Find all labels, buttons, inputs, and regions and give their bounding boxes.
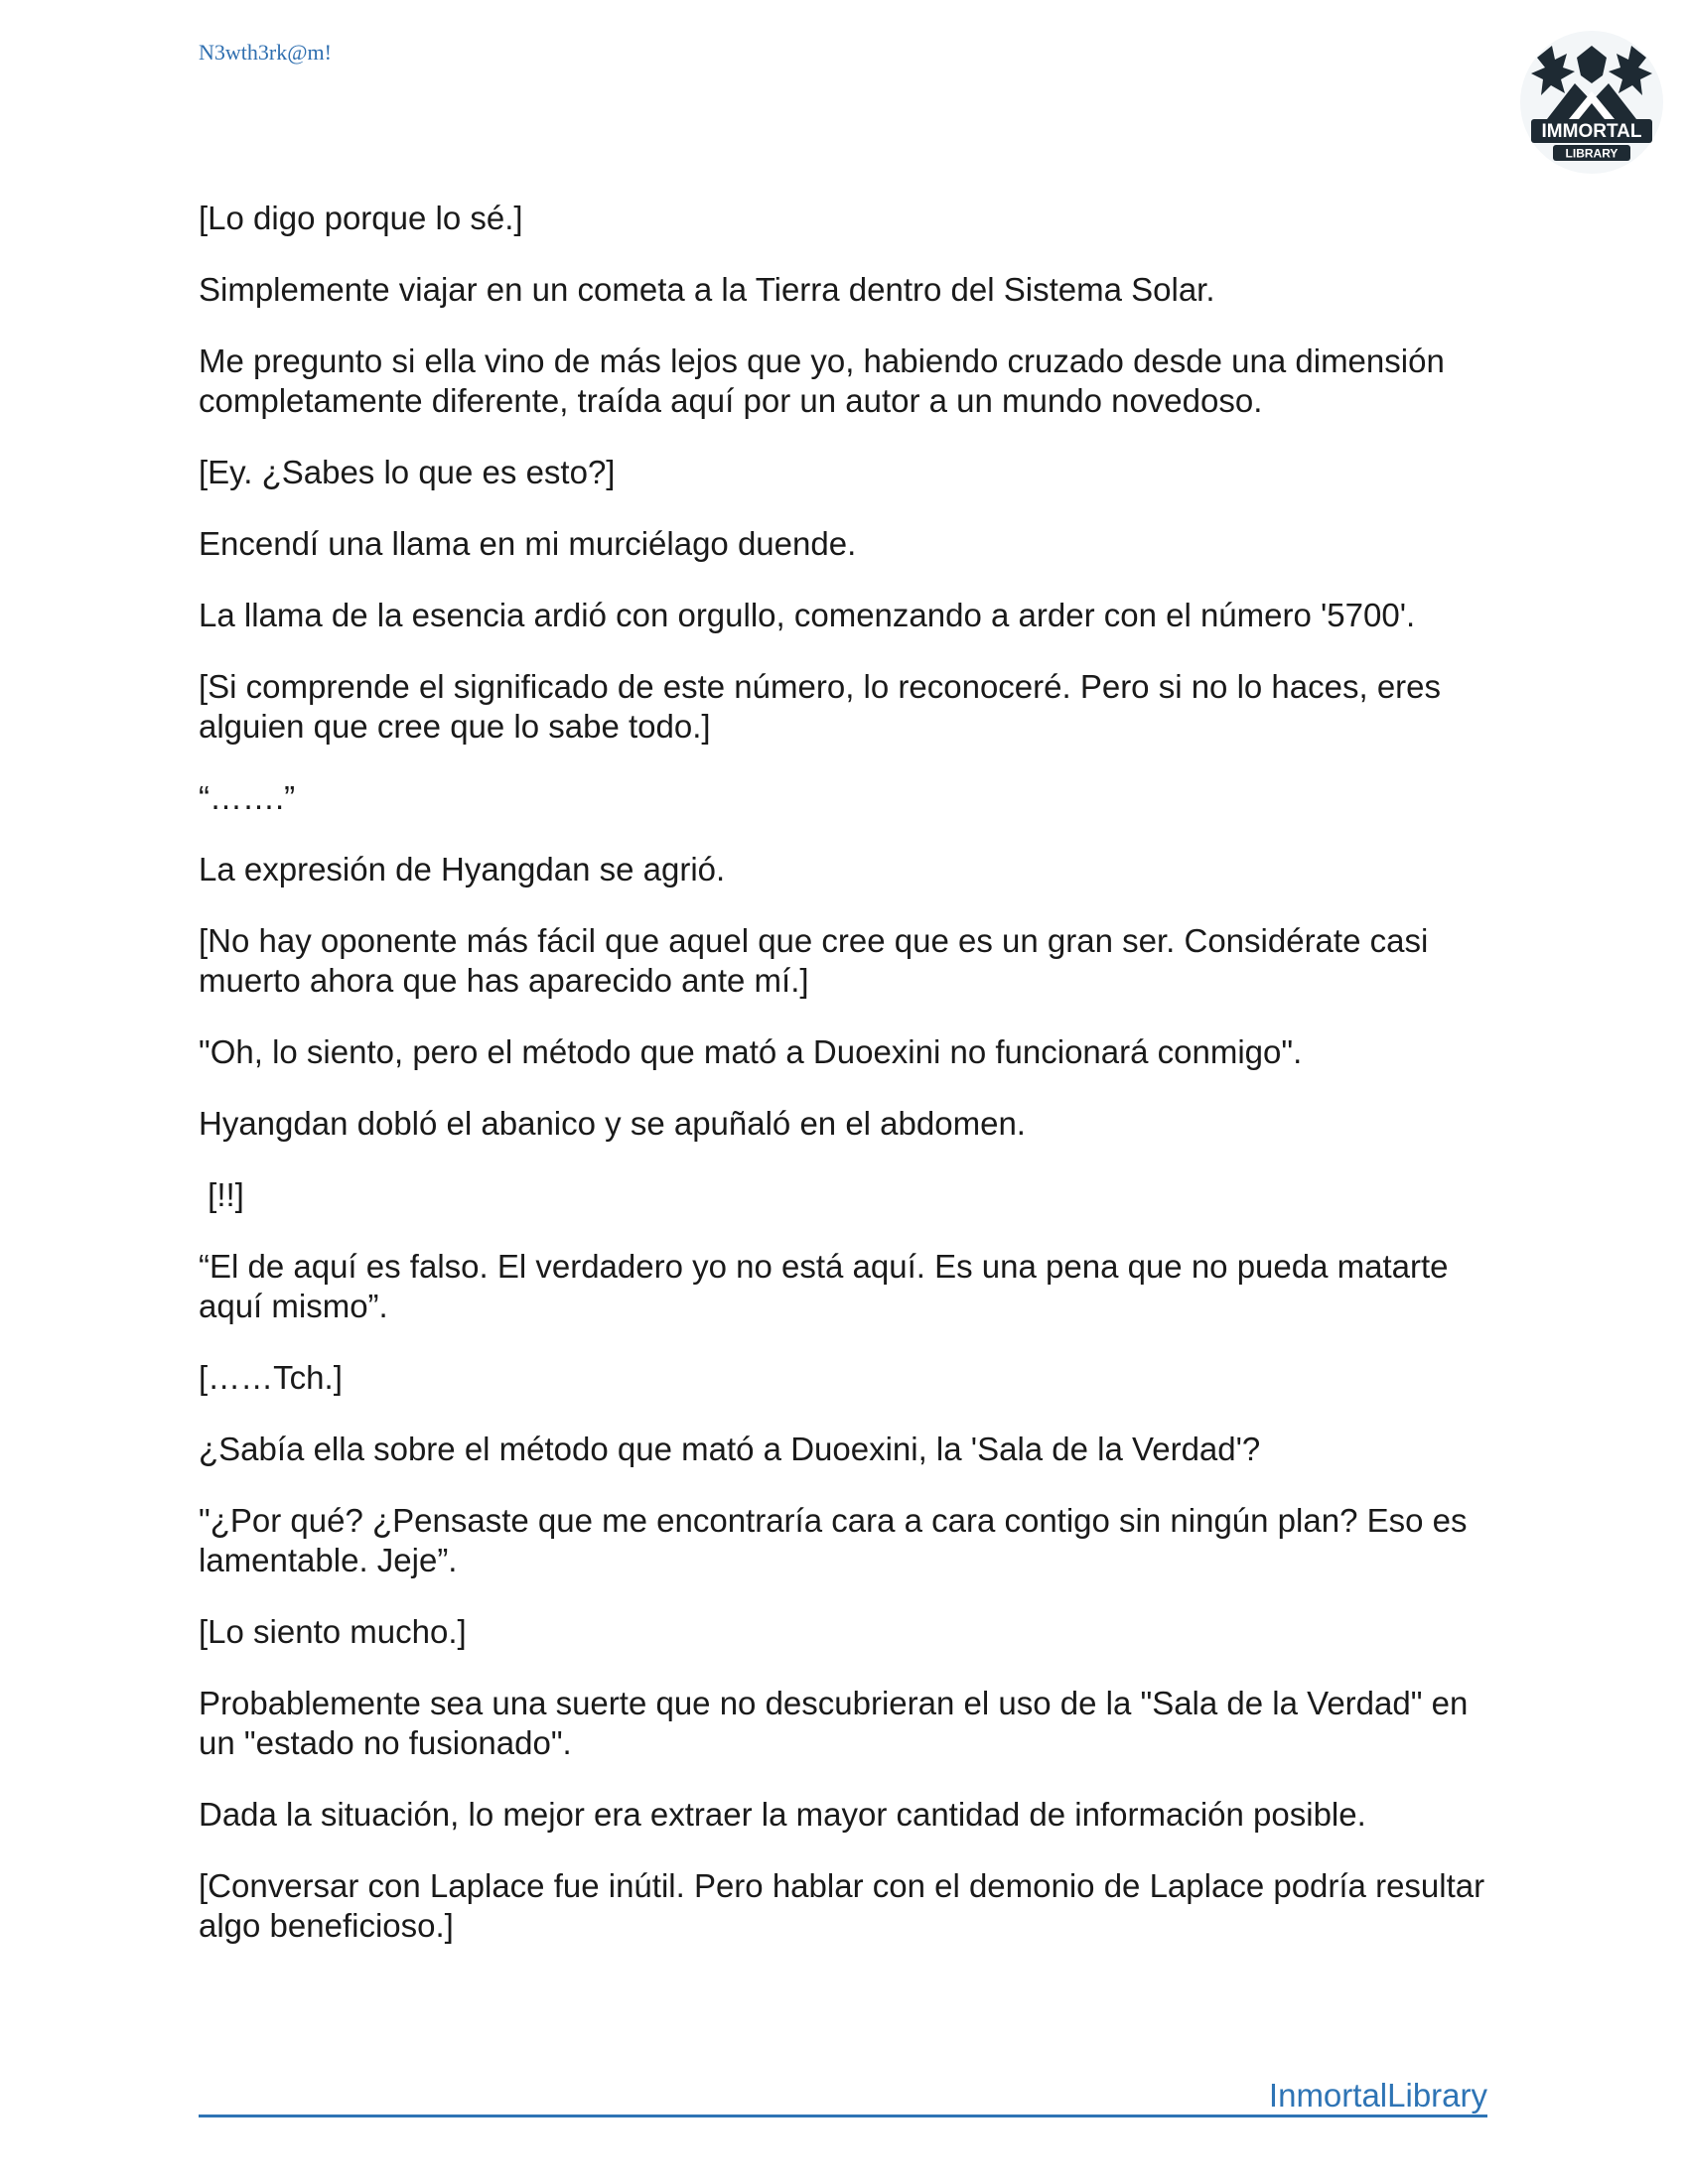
paragraph: Probablemente sea una suerte que no descubrieran el uso de la "Sala de la Verdad" en un "estado no fusionado". bbox=[199, 1685, 1477, 1761]
paragraph: [Conversar con Laplace fue inútil. Pero hablar con el demonio de Laplace podría resultar algo beneficioso.] bbox=[199, 1867, 1494, 1944]
paragraph: ¿Sabía ella sobre el método que mató a Duoexini, la 'Sala de la Verdad'? bbox=[199, 1431, 1261, 1467]
logo-text-immortal: IMMORTAL bbox=[1541, 121, 1642, 142]
footer-library-link[interactable]: InmortalLibrary bbox=[1268, 2077, 1487, 2114]
paragraph: Hyangdan dobló el abanico y se apuñaló en el abdomen. bbox=[199, 1105, 1026, 1142]
paragraph: “…….” bbox=[199, 779, 296, 816]
paragraph: “El de aquí es falso. El verdadero yo no está aquí. Es una pena que no pueda matarte aquí mismo”. bbox=[199, 1248, 1458, 1324]
chapter-body bbox=[199, 199, 1499, 1978]
header-watermark: N3wth3rk@m! bbox=[199, 40, 332, 65]
paragraph: Encendí una llama en mi murciélago duende. bbox=[199, 525, 857, 562]
paragraph: [!!] bbox=[199, 1176, 244, 1213]
paragraph: [Ey. ¿Sabes lo que es esto?] bbox=[199, 454, 616, 490]
paragraph: [Si comprende el significado de este número, lo reconoceré. Pero si no lo haces, eres alguien que cree que lo sabe todo.] bbox=[199, 668, 1451, 745]
footer-divider bbox=[199, 2115, 1487, 2117]
paragraph: [No hay oponente más fácil que aquel que cree que es un gran ser. Considérate casi muerto ahora que has aparecido ante mí.] bbox=[199, 922, 1438, 999]
immortal-library-logo-icon bbox=[1517, 28, 1666, 177]
paragraph: La expresión de Hyangdan se agrió. bbox=[199, 851, 726, 887]
paragraph: [Lo siento mucho.] bbox=[199, 1613, 467, 1650]
paragraph: Simplemente viajar en un cometa a la Tierra dentro del Sistema Solar. bbox=[199, 271, 1215, 308]
paragraph: Me pregunto si ella vino de más lejos que yo, habiendo cruzado desde una dimensión completamente diferente, traída aquí por un autor a un mundo novedoso. bbox=[199, 342, 1454, 419]
paragraph: "¿Por qué? ¿Pensaste que me encontraría cara a cara contigo sin ningún plan? Eso es lamentable. Jeje”. bbox=[199, 1502, 1477, 1578]
logo-text-library: LIBRARY bbox=[1565, 146, 1618, 161]
paragraph: [……Tch.] bbox=[199, 1359, 343, 1396]
paragraph: Dada la situación, lo mejor era extraer la mayor cantidad de información posible. bbox=[199, 1796, 1366, 1833]
paragraph: [Lo digo porque lo sé.] bbox=[199, 200, 523, 236]
paragraph: "Oh, lo siento, pero el método que mató a Duoexini no funcionará conmigo". bbox=[199, 1033, 1303, 1070]
paragraph: La llama de la esencia ardió con orgullo, comenzando a arder con el número '5700'. bbox=[199, 597, 1416, 633]
